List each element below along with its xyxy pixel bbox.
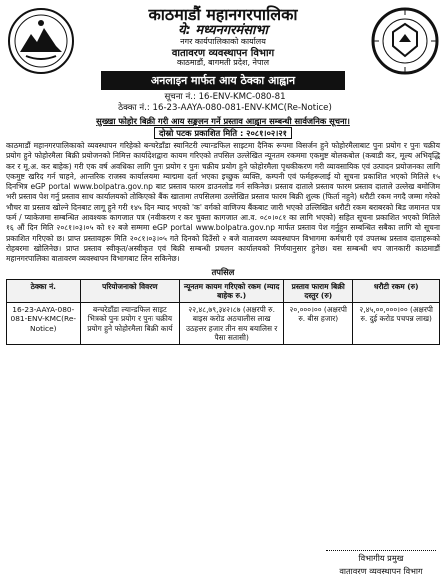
cell-minimum-amount: २२,४८,७९,३४२।८७ (अक्षरपी रु. बाइस करोड अठचालीस लाख उठहत्तर हजार तीन सय बयालिस र पैसा सतासी)	[180, 303, 284, 345]
cell-project-description: बन्चरेडाँडा ल्यान्डफिल साइट भित्रको पुनः प्रयोग र पुनः चक्रीय प्रयोग हुने फोहोरमैला बिक्री कार्य	[80, 303, 180, 345]
signature-line	[326, 550, 436, 551]
schedule-table	[6, 279, 440, 346]
table-header-row	[7, 279, 440, 303]
kathmandu-metropolitan-city-seal-icon	[370, 6, 440, 76]
col-form-fee: प्रस्ताव फाराम बिक्री दस्तुर (रु)	[284, 279, 353, 303]
republish-date	[6, 128, 440, 139]
notice-number: सूचना नं.: 16-ENV-KMC-080-81	[164, 92, 286, 103]
signatory-department: वातावरण व्यवस्थापन विभाग	[339, 565, 423, 576]
org-subtitle: ये: मध्यनगरमंसाभा	[178, 22, 268, 38]
table-row	[7, 303, 440, 345]
signature-block	[326, 550, 436, 577]
notice-subject: सुख्खा फोहोर बिक्री गरी आय सङ्कलन गर्ने प्रस्ताव आह्वान सम्बन्धी सार्वजनिक सूचना।	[96, 115, 350, 126]
office-address: काठमाडौं, बागमती प्रदेश, नेपाल	[176, 57, 270, 67]
republish-date-label: दोस्रो पटक प्रकाशित मिति : २०८१।०२।२१	[154, 127, 292, 139]
notice-body: काठमाडौं महानगरपालिकाको व्यवस्थापन गरिहेको बन्चरेडाँडा स्यानिटरी ल्यान्डफिल साइटमा दैनिक रूपमा विसर्जन हुने फोहोरमैलाबाट पुनः प्रयोग र पुनः चक्रीय प्रयोग हुने फोहोरमैला बिक्री प्रयोजनको निमित्त कार्यादेशद्वारा कायम गरिएको तपसिल उल्लेखित न्यूनतम रकममा एकमुष्ट बोलकबोल (कबाडी कर, मूल्य अभिवृद्धि कर र मू.अ. कर बाहेक) गरी एक वर्ष अवधिका लागि पुनः प्रयोग र पुनः चक्रीय प्रयोग हुने फोहोरमैला पृथकीकरण गरी व्यावसायिक एवं उत्पादन प्रयोजनका लागि एकमुष्ट खरिद गर्न चाहने, आन्तरिक राजस्व कार्यालयमा म्याद्ममा दर्ता भएका इच्छुक व्यक्ति, कम्पनी एवं फर्महरूलाई यो सूचना प्रकाशित भएको मितिले १५ दिनभित्र eGP portal www.bolpatra.gov.np बाट प्रस्ताव फारम डाउनलोड गर्न सकिनेछ। प्रस्ताव दाताले प्रस्ताव फारम प्रस्ताव दाताले उल्लेख बमोजिम भरी प्रस्ताव पेश गर्नु प्रस्ताव साथ कार्यालयको तोकिएको बैंक खातामा तपसिलमा उल्लेखित प्रस्ताव फारम बिक्री शुल्क (फिर्ता नहुने) धरौटी रकम नगदै जम्मा गरेको भौचर वा प्रस्ताव खोल्ने दिनबाट लागू हुने गरी १४५ दिन म्याद भएको 'क' वर्गको वाणिज्य बैंकबाट जारी भएको उल्लिखित धरौटी रकम बराबरको बिड जमानत पत्र फर्म / प्याकेजमा सम्बन्धित आवश्यक कागजात पत्र (नवीकरण र कर चुक्ता कागजात आ.व. ०८०।०८१ का लागि भएको) सहित सूचना प्रकाशित भएको मितिले १६ औं दिन मिति २०८१।०३।०५ को १२ बजे सम्ममा eGP portal www.bolpatra.gov.np मार्फत प्रस्ताव पेश गर्नुहुन सम्बन्धित सबैका लागि यो सूचना प्रकाशित गरिएको छ। प्राप्त प्रस्तावहरू मिति २०८१।०३।०५ गते दिनको दिउँसो २ बजे वातावरण व्यवस्थापन विभागमा कर्मचारी एवं उपलब्ध प्रस्ताव दाताहरूको रोहबरमा खोलिनेछ। प्राप्त प्रस्ताव स्वीकृत/अस्वीकृत एवं बिक्री सम्बन्धी प्रचलन कार्यालयको निर्णयानुसार हुनेछ। यस सम्बन्धी थप जानकारी काठमाडौं महानगरपालिका वातावरण व्यवस्थापन विभागबाट लिन सकिनेछ।	[6, 140, 440, 264]
col-project-description: परियोजनाको विवरण	[80, 279, 180, 303]
kathmandu-metropolitan-emblem-icon	[6, 6, 76, 76]
cell-deposit: २,४५,००,०००।०० (अक्षरपी रु. दुई करोड पचपन्न लाख)	[353, 303, 440, 345]
schedule-label: तपसिल	[211, 266, 235, 277]
cell-form-fee: २०,०००।०० (अक्षरपी रु. बीस हजार)	[284, 303, 353, 345]
org-title: काठमाडौं महानगरपालिका	[148, 5, 298, 24]
col-contract-no: ठेक्का नं.	[7, 279, 81, 303]
col-deposit: धरौटी रकम (रु)	[353, 279, 440, 303]
col-minimum-amount: न्यूनतम कायम गरिएको रकम (म्याद बाहेक रु.)	[180, 279, 284, 303]
department-name: वातावरण व्यवस्थापन विभाग	[171, 47, 275, 59]
office-name: नगर कार्यपालिकाको कार्यालय	[180, 36, 266, 46]
cell-contract-no: 16-23-AAYA-080-081-ENV-KMC(Re-Notice)	[7, 303, 81, 345]
notice-reference	[6, 92, 440, 113]
contract-number: ठेक्का नं.: 16-23-AAYA-080-081-ENV-KMC(Re-Notice)	[118, 103, 332, 114]
signatory-title: विभागीय प्रमुख	[358, 553, 404, 564]
notice-banner: अनलाइन मार्फत आय ठेक्का आह्वान	[101, 71, 345, 90]
